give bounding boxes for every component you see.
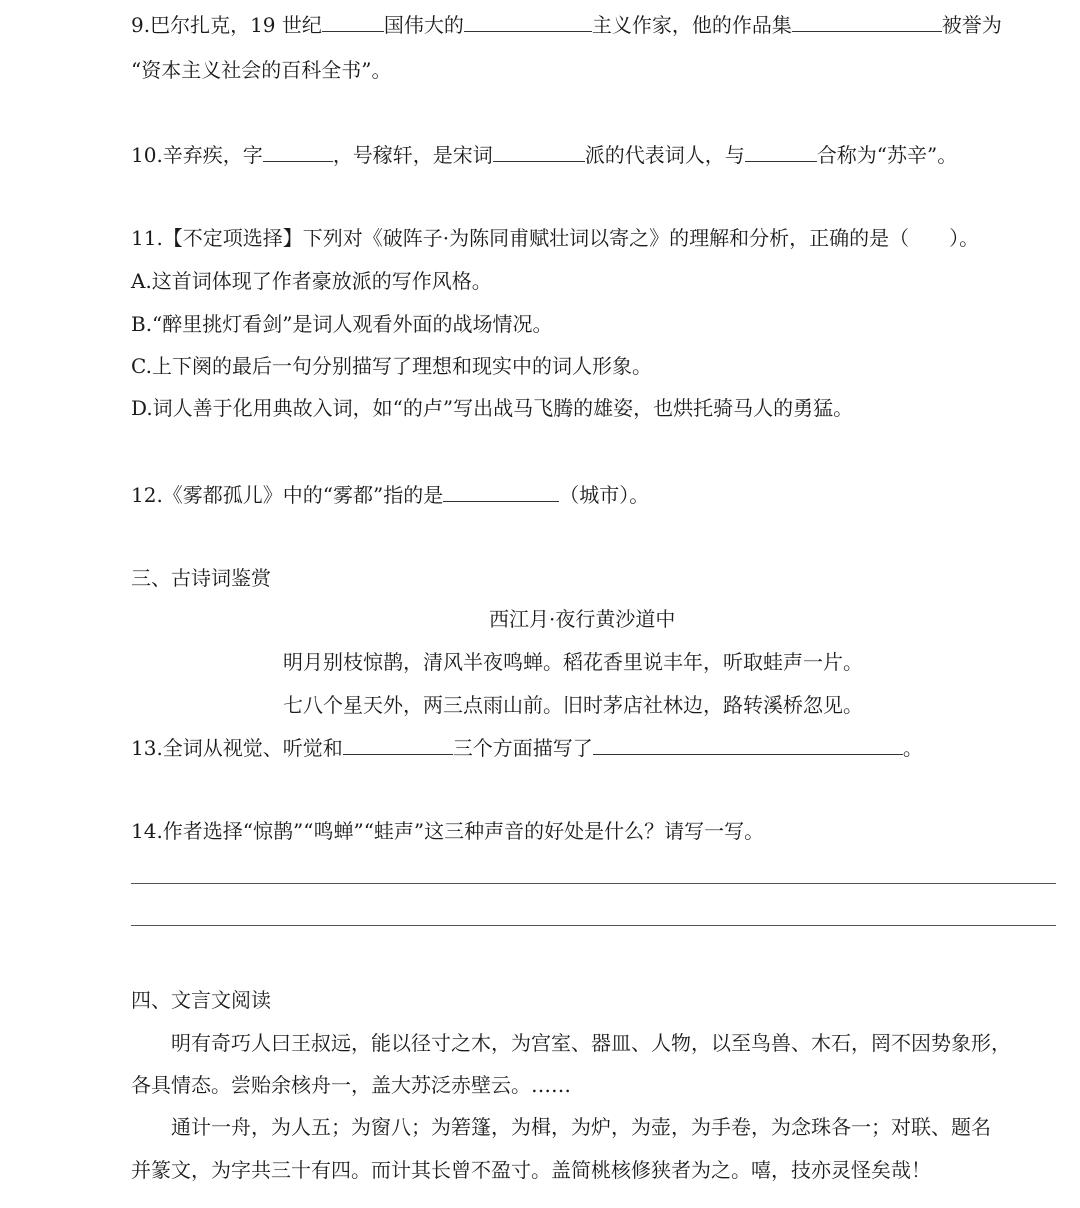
q13-text-1: 13.全词从视觉、听觉和 bbox=[131, 736, 343, 760]
poem-line-1: 明月别枝惊鹊，清风半夜鸣蝉。稻花香里说丰年，听取蛙声一片。 bbox=[283, 650, 863, 674]
poem-line-2: 七八个星天外，两三点雨山前。旧时茅店社林边，路转溪桥忽见。 bbox=[283, 693, 863, 717]
passage-para2-line1: 通计一舟，为人五；为窗八；为箬篷，为楫，为炉，为壶，为手卷，为念珠各一；对联、题名 bbox=[171, 1115, 991, 1139]
q10-blank-courtesy-name[interactable] bbox=[263, 139, 333, 162]
passage-para1-line1: 明有奇巧人曰王叔远，能以径寸之木，为宫室、器皿、人物，以至鸟兽、木石，罔不因势象形， bbox=[171, 1031, 1011, 1055]
q13-text-3: 。 bbox=[902, 736, 923, 760]
q13-blank-scene[interactable] bbox=[593, 732, 903, 755]
q11-option-c[interactable]: C.上下阕的最后一句分别描写了理想和现实中的词人形象。 bbox=[131, 354, 652, 378]
q9-blank-collection[interactable] bbox=[792, 9, 942, 32]
q9-text-3: 主义作家，他的作品集 bbox=[591, 13, 792, 37]
q9-text-2: 国伟大的 bbox=[383, 13, 464, 37]
question-12 bbox=[131, 479, 649, 510]
q10-text-1: 10.辛弃疾，字 bbox=[131, 143, 263, 167]
q9-text-1: 9.巴尔扎克，19 世纪 bbox=[131, 13, 322, 37]
q9-text-4: 被誉为 bbox=[941, 13, 1002, 37]
question-9 bbox=[131, 9, 1002, 40]
section-3-heading: 三、古诗词鉴赏 bbox=[131, 566, 271, 590]
q10-blank-school[interactable] bbox=[493, 139, 585, 162]
passage-para1-line2: 各具情态。尝贻余核舟一，盖大苏泛赤壁云。…… bbox=[131, 1073, 571, 1097]
q9-blank-ism[interactable] bbox=[464, 9, 592, 32]
question-13 bbox=[131, 732, 923, 763]
question-10 bbox=[131, 139, 957, 170]
q12-text-2: （城市）。 bbox=[559, 483, 650, 507]
q11-option-d[interactable]: D.词人善于化用典故入词，如“的卢”写出战马飞腾的雄姿，也烘托骑马人的勇猛。 bbox=[131, 396, 854, 420]
q13-text-2: 三个方面描写了 bbox=[452, 736, 593, 760]
question-11-stem: 11.【不定项选择】下列对《破阵子·为陈同甫赋壮词以寄之》的理解和分析，正确的是（ ）。 bbox=[131, 226, 980, 250]
section-4-heading: 四、文言文阅读 bbox=[131, 988, 271, 1012]
q10-text-2: ，号稼轩，是宋词 bbox=[332, 143, 493, 167]
q14-answer-line-1[interactable] bbox=[131, 883, 1056, 884]
q9-line-2: “资本主义社会的百科全书”。 bbox=[131, 58, 392, 82]
passage-para2-line2: 并篆文，为字共三十有四。而计其长曾不盈寸。盖简桃核修狭者为之。嘻，技亦灵怪矣哉！ bbox=[131, 1158, 931, 1182]
poem-title: 西江月·夜行黄沙道中 bbox=[489, 607, 676, 631]
question-14-stem: 14.作者选择“惊鹊”“鸣蝉”“蛙声”这三种声音的好处是什么？请写一写。 bbox=[131, 819, 765, 843]
q13-blank-sense[interactable] bbox=[343, 732, 453, 755]
q10-text-3: 派的代表词人，与 bbox=[584, 143, 745, 167]
q12-text-1: 12.《雾都孤儿》中的“雾都”指的是 bbox=[131, 483, 444, 507]
q11-option-b[interactable]: B.“醉里挑灯看剑”是词人观看外面的战场情况。 bbox=[131, 312, 553, 336]
q12-blank-city[interactable] bbox=[443, 479, 559, 502]
q11-option-a[interactable]: A.这首词体现了作者豪放派的写作风格。 bbox=[131, 269, 492, 293]
q9-blank-country[interactable] bbox=[322, 9, 384, 32]
q10-text-4: 合称为“苏辛”。 bbox=[816, 143, 958, 167]
q14-answer-line-2[interactable] bbox=[131, 925, 1056, 926]
q10-blank-poet[interactable] bbox=[745, 139, 817, 162]
